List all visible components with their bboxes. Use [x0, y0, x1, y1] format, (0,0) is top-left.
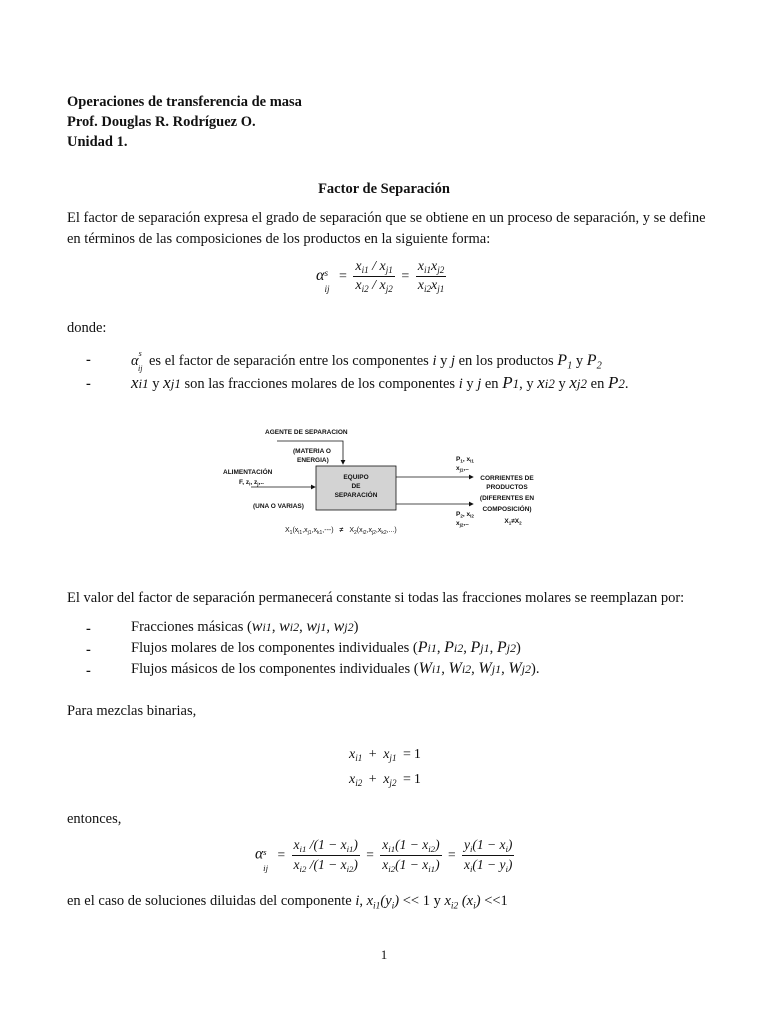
separation-process-diagram — [215, 424, 545, 544]
professor-name: Prof. Douglas R. Rodríguez O. — [67, 114, 256, 130]
binary-separation-factor-equation: α s ij = $\frac{x_{i1} /(1 - x_{i1})}{x_{i2} /(1 - x_{i2})}$ = $\frac{x_{i1}(1 - x_{i2})}{x_{i2}(1 - x_{i1})}$ = $\frac{y_i(1 - x_i)}{x_i(1 - y_i)}$ — [255, 837, 513, 875]
binary-label: Para mezclas binarias, — [67, 703, 197, 719]
box-line-3: SEPARACIÓN — [334, 492, 378, 499]
definition-fractions: xi1 y xj1 son las fracciones molares de los componentes i y j en P1, y xi2 y xj2 en P2. — [131, 373, 629, 392]
p2-label: $P_2$, $x_{i2}$ — [456, 511, 474, 519]
feed-vars: F, $z_i$, $z_j$,.. — [239, 479, 264, 487]
binary-equation-1: $x_{i1} + x_{j1} = 1$ — [349, 747, 421, 764]
agent-label: AGENTE DE SEPARACION — [265, 429, 348, 436]
replacement-mass-flows: Flujos másicos de los componentes individuales (Wi1, Wi2, Wj1, Wj2). — [131, 660, 540, 677]
dilute-solution-text: en el caso de soluciones diluidas del componente i, $x_{i1}(y_i) << 1$ y $x_{i2}$ $(x_i) <<1$ — [67, 893, 508, 912]
entonces-label: entonces, — [67, 811, 122, 827]
alpha-symbol-small: $\alpha^s$ ij — [131, 349, 143, 373]
bullet-1: - — [86, 352, 91, 368]
alpha-symbol-binary: α — [255, 845, 264, 863]
binary-fraction-3: $\frac{y_i(1 - x_i)}{x_i(1 - y_i)}$ — [463, 837, 513, 875]
feed-note: (UNA O VARIAS) — [253, 503, 304, 510]
outlet-line-5: $X_1\ne X_2$ — [504, 518, 522, 526]
outlet-line-1: CORRIENTES DE — [480, 475, 534, 482]
intro-paragraph: El factor de separación expresa el grado de separación que se obtiene en un proceso de separación, y se define en términos de las composiciones de los productos en la siguiente forma: — [67, 210, 706, 247]
box-line-1: EQUIPO — [343, 474, 369, 481]
feed-label: ALIMENTACIÓN — [223, 469, 273, 476]
section-title: Factor de Separación — [318, 181, 450, 197]
replacement-mass-fractions: Fracciones másicas (wi1, wi2, wj1, wj2) — [131, 618, 359, 635]
composition-inequality: $X_1(x_{i1},x_{j1},x_{k1},---)$ ≠ $X_2(x_{i2},x_{j2},x_{k2},...)$ — [285, 527, 397, 536]
outlet-line-3: (DIFERENTES EN — [479, 495, 535, 502]
outlet-line-2: PRODUCTOS — [486, 484, 528, 491]
replacement-molar-flows: Flujos molares de los componentes individuales (Pi1, Pi2, Pj1, Pj2) — [131, 639, 521, 656]
bullet-4: - — [86, 642, 91, 658]
ratio-fraction-2: $\frac{x_{i1}x_{j2}}{x_{i2}x_{j1}}$ — [417, 259, 445, 295]
agent-sub1: (MATERIA O — [293, 448, 331, 455]
bullet-3: - — [86, 621, 91, 637]
separation-factor-equation: α s ij = $\frac{x_{i1} / x_{j1}}{x_{i2} / x_{j2}}$ = $\frac{x_{i1}x_{j2}}{x_{i2}x_{j1}}$ — [316, 259, 445, 295]
donde-label: donde: — [67, 320, 107, 336]
page-number: 1 — [380, 947, 388, 962]
constant-paragraph: El valor del factor de separación permanecerá constante si todas las fracciones molares se reemplazan por: — [67, 590, 685, 606]
binary-equation-2: $x_{i2} + x_{j2} = 1$ — [349, 772, 421, 789]
alpha-symbol: α — [316, 266, 325, 284]
p1-line2: $x_{j1}$,.. — [456, 465, 469, 473]
bullet-2: - — [86, 376, 91, 392]
unit-label: Unidad 1. — [67, 134, 128, 150]
outlet-line-4: COMPOSICIÓN) — [482, 506, 532, 513]
binary-fraction-2: $\frac{x_{i1}(1 - x_{i2})}{x_{i2}(1 - x_{i1})}$ — [382, 837, 440, 875]
course-title: Operaciones de transferencia de masa — [67, 94, 302, 110]
definition-alpha: $\alpha^s$ ij es el factor de separación entre los componentes i y j en los productos $P_1$ y $P_2$ — [131, 349, 602, 373]
p1-label: $P_1$, $x_{i1}$ — [456, 456, 474, 464]
ratio-fraction-1: $\frac{x_{i1} / x_{j1}}{x_{i2} / x_{j2}}$ — [355, 259, 393, 295]
agent-sub2: ENERGIA) — [297, 457, 329, 464]
p2-line2: $x_{j2}$,.. — [456, 520, 469, 528]
binary-fraction-1: $\frac{x_{i1} /(1 - x_{i1})}{x_{i2} /(1 - x_{i2})}$ — [293, 837, 358, 875]
box-line-2: DE — [351, 483, 361, 490]
bullet-5: - — [86, 663, 91, 679]
